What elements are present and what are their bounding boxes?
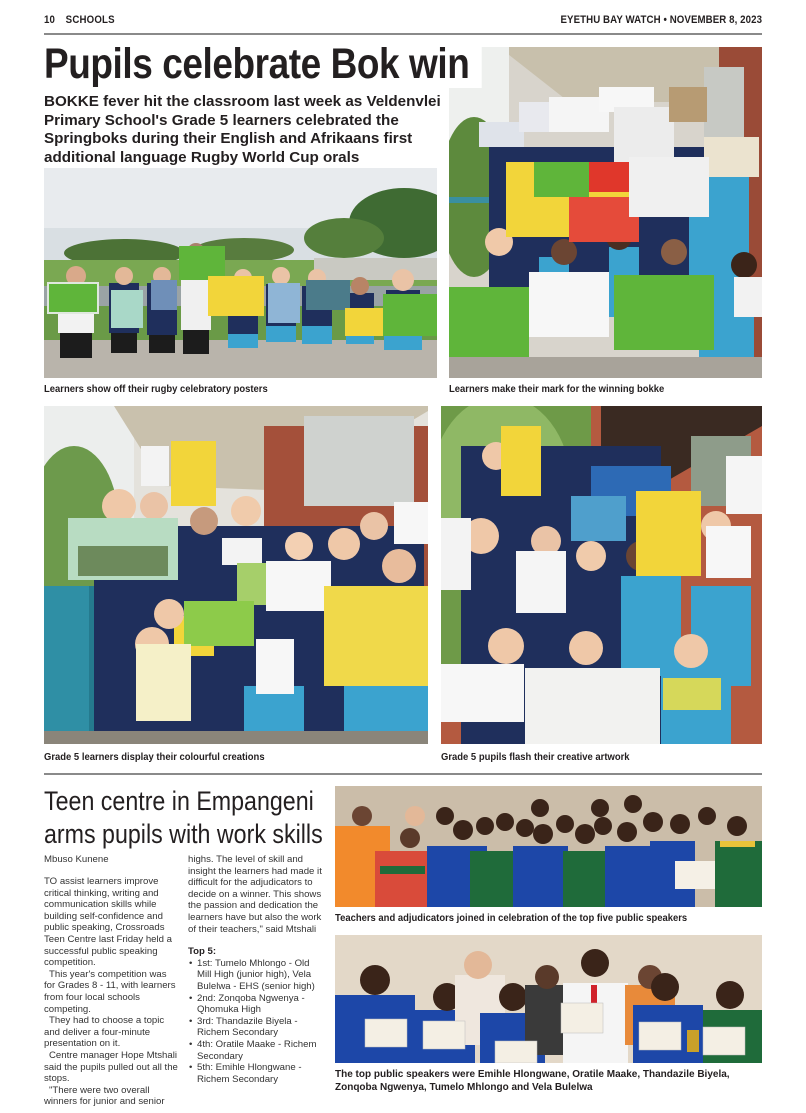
photo4-caption: Grade 5 pupils flash their creative artwork [441, 751, 630, 763]
paragraph: They had to choose a topic and deliver a four-minute presentation on it. [44, 1015, 165, 1050]
byline: Mbuso Kunene [44, 854, 109, 865]
top5-list [188, 958, 323, 1086]
photo5-caption: Teachers and adjudicators joined in celebration of the top five public speakers [335, 912, 688, 924]
story2-headline [44, 785, 323, 851]
story2-column-1 [44, 876, 180, 1108]
story-divider [44, 773, 762, 775]
photo-teachers-adjudicators [335, 786, 762, 907]
photo-top-speakers [335, 935, 762, 1063]
page-number: 10 [44, 14, 56, 26]
list-item: • 5th: Emihle Hlongwane - Richem Secondary [188, 1062, 323, 1085]
top5-heading: Top 5: [188, 946, 217, 958]
list-item: • 1st: Tumelo Mhlongo - Old Mill High (junior high), Vela Bulelwa - EHS (senior high) [188, 958, 323, 993]
list-item: • 2nd: Zonqoba Ngwenya - Qhomuka High [188, 993, 323, 1016]
photo2-caption: Learners make their mark for the winning bokke [449, 383, 665, 395]
photo1-caption: Learners show off their rugby celebratory posters [44, 383, 268, 395]
story2-headline-line2: arms pupils with work skills [44, 819, 323, 849]
list-item: • 4th: Oratile Maake - Richem Secondary [188, 1039, 323, 1062]
paragraph: This year's competition was for Grades 8 - 11, with learners from four local schools competing. [44, 968, 176, 1015]
story2-column-2 [188, 854, 323, 1085]
paragraph: TO assist learners improve critical thinking, writing and communication skills while building self-confidence and public speaking, Crossroads Teen Centre last Friday held a successful public speaking competition. [44, 876, 172, 969]
photo3-caption: Grade 5 learners display their colourful creations [44, 751, 265, 763]
story1-headline: Pupils celebrate Bok win [44, 40, 481, 88]
photo-learners-verandah [44, 406, 428, 744]
paragraph: "There were two overall winners for junior and senior [44, 1084, 165, 1108]
photo6-caption: The top public speakers were Emihle Hlongwane, Oratile Maake, Thandazile Biyela, Zonqoba Ngwenya, Tumelo Mhlongo and Vela Bulelwa [335, 1069, 730, 1093]
masthead-date: EYETHU BAY WATCH • NOVEMBER 8, 2023 [560, 14, 762, 26]
paragraph: Centre manager Hope Mtshali said the pupils pulled out all the stops. [44, 1049, 178, 1085]
story2-headline-line1: Teen centre in Empangeni [44, 786, 314, 816]
photo-learners-corridor [449, 47, 762, 378]
page-folio [44, 14, 115, 26]
photo-pupils-artwork [441, 406, 762, 744]
list-item: • 3rd: Thandazile Biyela - Richem Secondary [188, 1016, 323, 1039]
photo-learners-field [44, 168, 437, 378]
section-label: SCHOOLS [65, 14, 115, 26]
header-rule [44, 33, 762, 35]
paragraph: highs. The level of skill and insight the learners had made it difficult for the adjudicators to decide on a winner. This shows the passion and dedication the learners have but also the work of their teachers," said Mtshali [188, 854, 322, 935]
story1-standfirst: BOKKE fever hit the classroom last week as Veldenvlei Primary School's Grade 5 learners celebrated the Springboks during their English and Afrikaans first additional language Rugby World Cup orals [44, 93, 441, 166]
